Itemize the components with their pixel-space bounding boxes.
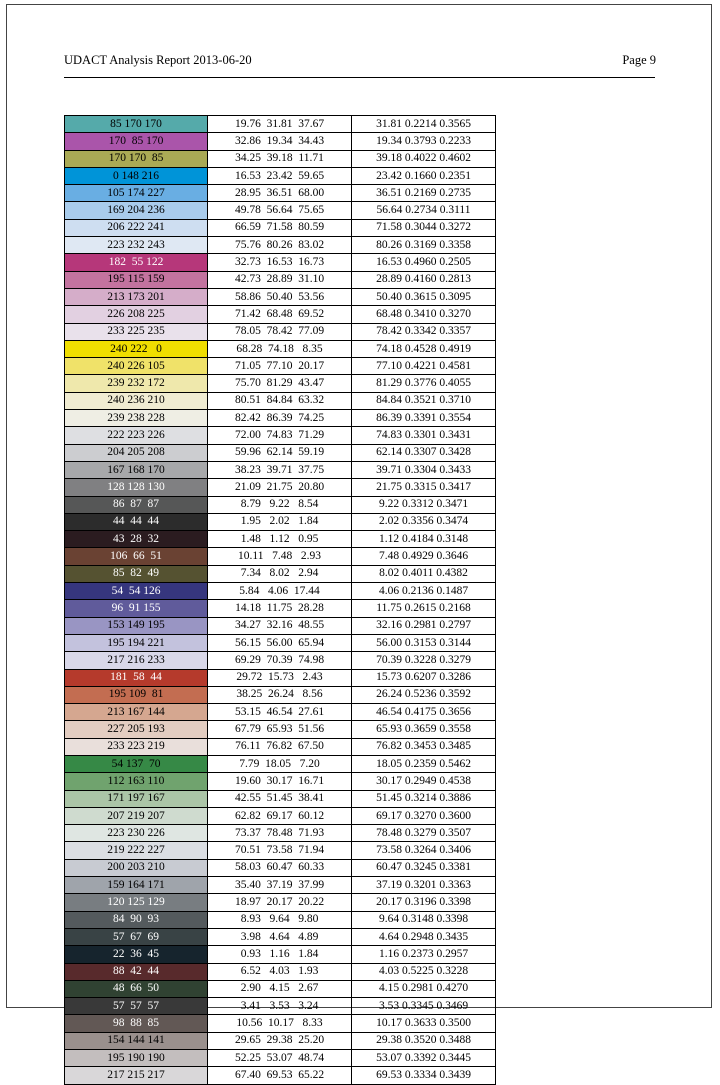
- xyz-values-cell: 29.65 29.38 25.20: [208, 1032, 352, 1049]
- yxy-values-cell: 60.47 0.3245 0.3381: [352, 859, 496, 876]
- yxy-values-cell: 1.16 0.2373 0.2957: [352, 946, 496, 963]
- table-row: [65, 704, 496, 721]
- table-row: [65, 721, 496, 738]
- yxy-values-cell: 1.12 0.4184 0.3148: [352, 531, 496, 548]
- xyz-values-cell: 29.72 15.73 2.43: [208, 669, 352, 686]
- color-swatch-cell: 106 66 51: [65, 548, 208, 565]
- yxy-values-cell: 29.38 0.3520 0.3488: [352, 1032, 496, 1049]
- xyz-values-cell: 78.05 78.42 77.09: [208, 323, 352, 340]
- table-row: [65, 254, 496, 271]
- yxy-values-cell: 4.64 0.2948 0.3435: [352, 928, 496, 945]
- xyz-values-cell: 67.40 69.53 65.22: [208, 1067, 352, 1084]
- table-row: [65, 686, 496, 703]
- table-row: [65, 652, 496, 669]
- color-swatch-cell: 0 148 216: [65, 167, 208, 184]
- color-swatch-cell: 85 170 170: [65, 116, 208, 133]
- table-row: [65, 444, 496, 461]
- color-swatch-cell: 181 58 44: [65, 669, 208, 686]
- xyz-values-cell: 8.93 9.64 9.80: [208, 911, 352, 928]
- yxy-values-cell: 68.48 0.3410 0.3270: [352, 306, 496, 323]
- table-row: [65, 565, 496, 582]
- xyz-values-cell: 2.90 4.15 2.67: [208, 980, 352, 997]
- color-swatch-cell: 195 115 159: [65, 271, 208, 288]
- yxy-values-cell: 62.14 0.3307 0.3428: [352, 444, 496, 461]
- yxy-values-cell: 32.16 0.2981 0.2797: [352, 617, 496, 634]
- table-row: [65, 998, 496, 1015]
- table-row: [65, 807, 496, 824]
- color-swatch-cell: 112 163 110: [65, 773, 208, 790]
- color-swatch-cell: 226 208 225: [65, 306, 208, 323]
- table-row: [65, 306, 496, 323]
- table-row: [65, 167, 496, 184]
- yxy-values-cell: 39.71 0.3304 0.3433: [352, 461, 496, 478]
- color-swatch-cell: 98 88 85: [65, 1015, 208, 1032]
- xyz-values-cell: 7.34 8.02 2.94: [208, 565, 352, 582]
- xyz-values-cell: 82.42 86.39 74.25: [208, 410, 352, 427]
- color-swatch-cell: 217 215 217: [65, 1067, 208, 1084]
- table-row: [65, 340, 496, 357]
- yxy-values-cell: 81.29 0.3776 0.4055: [352, 375, 496, 392]
- xyz-values-cell: 67.79 65.93 51.56: [208, 721, 352, 738]
- table-body: [65, 116, 496, 1085]
- color-swatch-cell: 86 87 87: [65, 496, 208, 513]
- xyz-values-cell: 35.40 37.19 37.99: [208, 877, 352, 894]
- table-row: [65, 185, 496, 202]
- xyz-values-cell: 80.51 84.84 63.32: [208, 392, 352, 409]
- table-row: [65, 1067, 496, 1084]
- color-swatch-cell: 240 226 105: [65, 358, 208, 375]
- color-swatch-cell: 88 42 44: [65, 963, 208, 980]
- yxy-values-cell: 71.58 0.3044 0.3272: [352, 219, 496, 236]
- xyz-values-cell: 18.97 20.17 20.22: [208, 894, 352, 911]
- xyz-values-cell: 5.84 4.06 17.44: [208, 583, 352, 600]
- yxy-values-cell: 19.34 0.3793 0.2233: [352, 133, 496, 150]
- table-row: [65, 980, 496, 997]
- color-swatch-cell: 195 194 221: [65, 634, 208, 651]
- yxy-values-cell: 56.64 0.2734 0.3111: [352, 202, 496, 219]
- xyz-values-cell: 70.51 73.58 71.94: [208, 842, 352, 859]
- table-row: [65, 323, 496, 340]
- color-swatch-cell: 233 225 235: [65, 323, 208, 340]
- yxy-values-cell: 4.06 0.2136 0.1487: [352, 583, 496, 600]
- color-swatch-cell: 219 222 227: [65, 842, 208, 859]
- table-row: [65, 496, 496, 513]
- table-row: [65, 513, 496, 530]
- table-row: [65, 583, 496, 600]
- color-swatch-cell: 48 66 50: [65, 980, 208, 997]
- xyz-values-cell: 19.76 31.81 37.67: [208, 116, 352, 133]
- table-row: [65, 634, 496, 651]
- xyz-values-cell: 1.48 1.12 0.95: [208, 531, 352, 548]
- table-row: [65, 946, 496, 963]
- xyz-values-cell: 10.56 10.17 8.33: [208, 1015, 352, 1032]
- yxy-values-cell: 20.17 0.3196 0.3398: [352, 894, 496, 911]
- color-swatch-cell: 200 203 210: [65, 859, 208, 876]
- xyz-values-cell: 10.11 7.48 2.93: [208, 548, 352, 565]
- color-swatch-cell: 182 55 122: [65, 254, 208, 271]
- color-swatch-cell: 85 82 49: [65, 565, 208, 582]
- table-row: [65, 669, 496, 686]
- yxy-values-cell: 9.64 0.3148 0.3398: [352, 911, 496, 928]
- color-swatch-cell: 170 170 85: [65, 150, 208, 167]
- xyz-values-cell: 58.86 50.40 53.56: [208, 288, 352, 305]
- color-swatch-cell: 171 197 167: [65, 790, 208, 807]
- table-row: [65, 842, 496, 859]
- xyz-values-cell: 6.52 4.03 1.93: [208, 963, 352, 980]
- color-swatch-cell: 223 230 226: [65, 825, 208, 842]
- table-row: [65, 427, 496, 444]
- yxy-values-cell: 77.10 0.4221 0.4581: [352, 358, 496, 375]
- xyz-values-cell: 3.98 4.64 4.89: [208, 928, 352, 945]
- yxy-values-cell: 8.02 0.4011 0.4382: [352, 565, 496, 582]
- xyz-values-cell: 62.82 69.17 60.12: [208, 807, 352, 824]
- table-row: [65, 859, 496, 876]
- header-divider: [64, 77, 655, 78]
- xyz-values-cell: 28.95 36.51 68.00: [208, 185, 352, 202]
- yxy-values-cell: 74.83 0.3301 0.3431: [352, 427, 496, 444]
- xyz-values-cell: 68.28 74.18 8.35: [208, 340, 352, 357]
- table-row: [65, 1050, 496, 1067]
- yxy-values-cell: 28.89 0.4160 0.2813: [352, 271, 496, 288]
- xyz-values-cell: 38.25 26.24 8.56: [208, 686, 352, 703]
- xyz-values-cell: 49.78 56.64 75.65: [208, 202, 352, 219]
- xyz-values-cell: 1.95 2.02 1.84: [208, 513, 352, 530]
- table-row: [65, 928, 496, 945]
- color-swatch-cell: 222 223 226: [65, 427, 208, 444]
- yxy-values-cell: 78.42 0.3342 0.3357: [352, 323, 496, 340]
- table-row: [65, 219, 496, 236]
- table-row: [65, 116, 496, 133]
- yxy-values-cell: 84.84 0.3521 0.3710: [352, 392, 496, 409]
- color-swatch-cell: 223 232 243: [65, 237, 208, 254]
- yxy-values-cell: 37.19 0.3201 0.3363: [352, 877, 496, 894]
- xyz-values-cell: 75.70 81.29 43.47: [208, 375, 352, 392]
- yxy-values-cell: 16.53 0.4960 0.2505: [352, 254, 496, 271]
- yxy-values-cell: 86.39 0.3391 0.3554: [352, 410, 496, 427]
- table-row: [65, 1032, 496, 1049]
- color-swatch-cell: 240 236 210: [65, 392, 208, 409]
- table-row: [65, 755, 496, 772]
- xyz-values-cell: 75.76 80.26 83.02: [208, 237, 352, 254]
- table-row: [65, 410, 496, 427]
- xyz-values-cell: 38.23 39.71 37.75: [208, 461, 352, 478]
- yxy-values-cell: 4.03 0.5225 0.3228: [352, 963, 496, 980]
- yxy-values-cell: 18.05 0.2359 0.5462: [352, 755, 496, 772]
- xyz-values-cell: 32.86 19.34 34.43: [208, 133, 352, 150]
- color-swatch-cell: 120 125 129: [65, 894, 208, 911]
- xyz-values-cell: 42.55 51.45 38.41: [208, 790, 352, 807]
- page-number: Page 9: [622, 53, 656, 67]
- xyz-values-cell: 69.29 70.39 74.98: [208, 652, 352, 669]
- xyz-values-cell: 72.00 74.83 71.29: [208, 427, 352, 444]
- xyz-values-cell: 7.79 18.05 7.20: [208, 755, 352, 772]
- yxy-values-cell: 26.24 0.5236 0.3592: [352, 686, 496, 703]
- xyz-values-cell: 42.73 28.89 31.10: [208, 271, 352, 288]
- color-swatch-cell: 227 205 193: [65, 721, 208, 738]
- table-row: [65, 790, 496, 807]
- yxy-values-cell: 46.54 0.4175 0.3656: [352, 704, 496, 721]
- color-swatch-cell: 195 109 81: [65, 686, 208, 703]
- yxy-values-cell: 36.51 0.2169 0.2735: [352, 185, 496, 202]
- xyz-values-cell: 32.73 16.53 16.73: [208, 254, 352, 271]
- color-swatch-cell: 54 137 70: [65, 755, 208, 772]
- table-row: [65, 271, 496, 288]
- table-row: [65, 1015, 496, 1032]
- yxy-values-cell: 80.26 0.3169 0.3358: [352, 237, 496, 254]
- table-row: [65, 877, 496, 894]
- yxy-values-cell: 51.45 0.3214 0.3886: [352, 790, 496, 807]
- xyz-values-cell: 53.15 46.54 27.61: [208, 704, 352, 721]
- xyz-values-cell: 8.79 9.22 8.54: [208, 496, 352, 513]
- yxy-values-cell: 70.39 0.3228 0.3279: [352, 652, 496, 669]
- color-swatch-cell: 239 232 172: [65, 375, 208, 392]
- xyz-values-cell: 71.05 77.10 20.17: [208, 358, 352, 375]
- xyz-values-cell: 3.41 3.53 3.24: [208, 998, 352, 1015]
- color-swatch-cell: 96 91 155: [65, 600, 208, 617]
- yxy-values-cell: 56.00 0.3153 0.3144: [352, 634, 496, 651]
- color-swatch-cell: 43 28 32: [65, 531, 208, 548]
- yxy-values-cell: 73.58 0.3264 0.3406: [352, 842, 496, 859]
- xyz-values-cell: 19.60 30.17 16.71: [208, 773, 352, 790]
- color-swatch-cell: 195 190 190: [65, 1050, 208, 1067]
- color-swatch-cell: 84 90 93: [65, 911, 208, 928]
- table-row: [65, 738, 496, 755]
- yxy-values-cell: 78.48 0.3279 0.3507: [352, 825, 496, 842]
- yxy-values-cell: 3.53 0.3345 0.3469: [352, 998, 496, 1015]
- yxy-values-cell: 30.17 0.2949 0.4538: [352, 773, 496, 790]
- color-swatch-cell: 239 238 228: [65, 410, 208, 427]
- color-swatch-cell: 57 57 57: [65, 998, 208, 1015]
- color-swatch-cell: 213 167 144: [65, 704, 208, 721]
- yxy-values-cell: 53.07 0.3392 0.3445: [352, 1050, 496, 1067]
- color-swatch-cell: 154 144 141: [65, 1032, 208, 1049]
- color-swatch-cell: 128 128 130: [65, 479, 208, 496]
- color-swatch-cell: 170 85 170: [65, 133, 208, 150]
- table-row: [65, 617, 496, 634]
- xyz-values-cell: 58.03 60.47 60.33: [208, 859, 352, 876]
- color-swatch-cell: 240 222 0: [65, 340, 208, 357]
- table-row: [65, 133, 496, 150]
- color-swatch-cell: 57 67 69: [65, 928, 208, 945]
- report-title: UDACT Analysis Report 2013-06-20: [64, 53, 252, 67]
- xyz-values-cell: 66.59 71.58 80.59: [208, 219, 352, 236]
- xyz-values-cell: 0.93 1.16 1.84: [208, 946, 352, 963]
- yxy-values-cell: 4.15 0.2981 0.4270: [352, 980, 496, 997]
- color-swatch-cell: 206 222 241: [65, 219, 208, 236]
- table-row: [65, 600, 496, 617]
- yxy-values-cell: 69.53 0.3334 0.3439: [352, 1067, 496, 1084]
- color-swatch-cell: 233 223 219: [65, 738, 208, 755]
- color-swatch-cell: 105 174 227: [65, 185, 208, 202]
- color-swatch-cell: 153 149 195: [65, 617, 208, 634]
- table-row: [65, 548, 496, 565]
- xyz-values-cell: 34.25 39.18 11.71: [208, 150, 352, 167]
- yxy-values-cell: 15.73 0.6207 0.3286: [352, 669, 496, 686]
- color-swatch-cell: 159 164 171: [65, 877, 208, 894]
- color-swatch-cell: 44 44 44: [65, 513, 208, 530]
- yxy-values-cell: 69.17 0.3270 0.3600: [352, 807, 496, 824]
- color-swatch-cell: 169 204 236: [65, 202, 208, 219]
- table-row: [65, 894, 496, 911]
- color-swatch-cell: 167 168 170: [65, 461, 208, 478]
- table-row: [65, 202, 496, 219]
- table-row: [65, 911, 496, 928]
- xyz-values-cell: 71.42 68.48 69.52: [208, 306, 352, 323]
- yxy-values-cell: 76.82 0.3453 0.3485: [352, 738, 496, 755]
- yxy-values-cell: 39.18 0.4022 0.4602: [352, 150, 496, 167]
- color-swatch-cell: 204 205 208: [65, 444, 208, 461]
- table-row: [65, 461, 496, 478]
- yxy-values-cell: 74.18 0.4528 0.4919: [352, 340, 496, 357]
- color-swatch-cell: 213 173 201: [65, 288, 208, 305]
- yxy-values-cell: 50.40 0.3615 0.3095: [352, 288, 496, 305]
- yxy-values-cell: 10.17 0.3633 0.3500: [352, 1015, 496, 1032]
- yxy-values-cell: 31.81 0.2214 0.3565: [352, 116, 496, 133]
- xyz-values-cell: 59.96 62.14 59.19: [208, 444, 352, 461]
- yxy-values-cell: 65.93 0.3659 0.3558: [352, 721, 496, 738]
- xyz-values-cell: 16.53 23.42 59.65: [208, 167, 352, 184]
- table-row: [65, 773, 496, 790]
- xyz-values-cell: 76.11 76.82 67.50: [208, 738, 352, 755]
- color-swatch-cell: 22 36 45: [65, 946, 208, 963]
- xyz-values-cell: 14.18 11.75 28.28: [208, 600, 352, 617]
- xyz-values-cell: 52.25 53.07 48.74: [208, 1050, 352, 1067]
- yxy-values-cell: 9.22 0.3312 0.3471: [352, 496, 496, 513]
- table-row: [65, 288, 496, 305]
- xyz-values-cell: 56.15 56.00 65.94: [208, 634, 352, 651]
- yxy-values-cell: 7.48 0.4929 0.3646: [352, 548, 496, 565]
- xyz-values-cell: 73.37 78.48 71.93: [208, 825, 352, 842]
- table-row: [65, 237, 496, 254]
- table-row: [65, 150, 496, 167]
- table-row: [65, 392, 496, 409]
- table-row: [65, 479, 496, 496]
- table-row: [65, 375, 496, 392]
- color-swatch-cell: 207 219 207: [65, 807, 208, 824]
- table-row: [65, 825, 496, 842]
- yxy-values-cell: 2.02 0.3356 0.3474: [352, 513, 496, 530]
- color-measurement-table: [64, 115, 496, 1085]
- table-row: [65, 358, 496, 375]
- yxy-values-cell: 23.42 0.1660 0.2351: [352, 167, 496, 184]
- yxy-values-cell: 11.75 0.2615 0.2168: [352, 600, 496, 617]
- table-row: [65, 963, 496, 980]
- xyz-values-cell: 34.27 32.16 48.55: [208, 617, 352, 634]
- xyz-values-cell: 21.09 21.75 20.80: [208, 479, 352, 496]
- yxy-values-cell: 21.75 0.3315 0.3417: [352, 479, 496, 496]
- color-swatch-cell: 54 54 126: [65, 583, 208, 600]
- color-swatch-cell: 217 216 233: [65, 652, 208, 669]
- table-row: [65, 531, 496, 548]
